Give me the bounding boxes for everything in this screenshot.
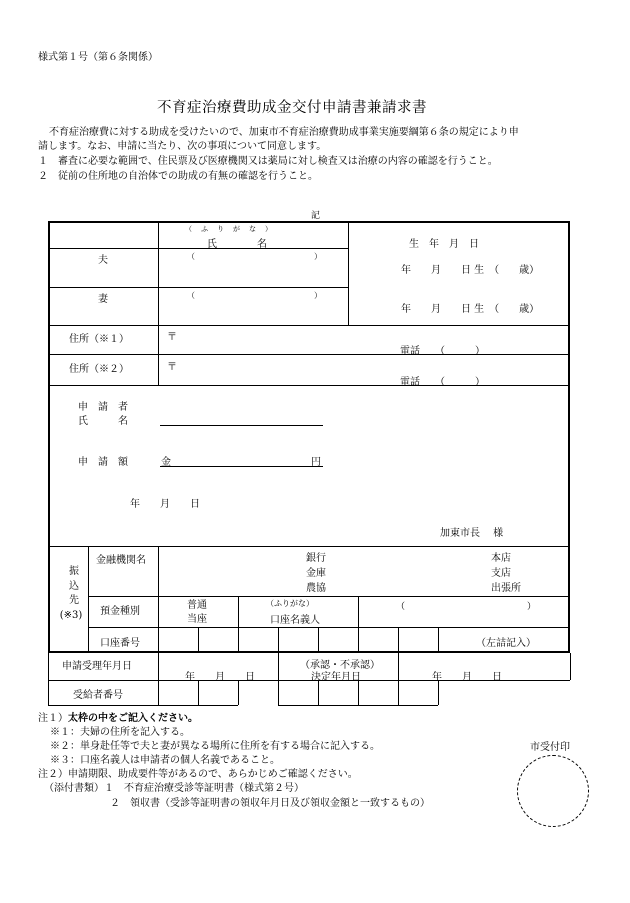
attachment-1: （添付書類）１ 不育症治療受診等証明書（様式第２号）	[44, 783, 304, 794]
intro-line-1: 不育症治療費に対する助成を受けたいので、加東市不育症治療費助成事業実施要綱第６条の規定により申	[49, 127, 519, 138]
decision-date: 年 月 日	[432, 672, 502, 683]
note-1-a: ※１：夫婦の住所を記入する。	[50, 727, 190, 738]
phone-1[interactable]: 電話 （ ）	[400, 346, 485, 357]
applicant-name-line[interactable]	[160, 425, 323, 426]
amount-label: 申 請 額	[78, 457, 128, 468]
name-header: 氏 名	[207, 239, 267, 250]
postal-mark-2: 〒	[167, 362, 177, 373]
transfer-label: 振 込 先 (※3)	[59, 566, 83, 621]
approval-options: （承認・不承認）	[300, 660, 380, 671]
attachment-2: ２ 領収書（受診等証明書の領収年月日及び領収金額と一致するもの）	[110, 798, 430, 809]
wife-label: 妻	[98, 294, 108, 305]
recipient-number-label: 受給者番号	[73, 690, 123, 701]
applicant-label-2: 氏 名	[78, 416, 128, 427]
husband-furigana-open: （	[187, 252, 195, 261]
bank-type-options[interactable]: 銀行 金庫 農協	[306, 553, 326, 594]
wife-furigana-close: ）	[314, 291, 322, 300]
received-date: 年 月 日	[185, 672, 255, 683]
postal-mark-1: 〒	[167, 332, 177, 343]
husband-birth[interactable]: 年 月 日 生 （ 歳）	[401, 265, 540, 276]
deposit-type-label: 預金種別	[100, 606, 140, 617]
decision-date-label: 決定年月日	[311, 672, 361, 683]
application-date[interactable]: 年 月 日	[130, 499, 200, 510]
consent-item-2: ２ 従前の住所地の自治体での助成の有無の確認を行うこと。	[38, 171, 318, 182]
amount-prefix: 金	[161, 457, 171, 468]
ki-heading: 記	[311, 211, 321, 221]
received-date-label: 申請受理年月日	[62, 661, 132, 672]
holder-label: 口座名義人	[270, 615, 320, 626]
addressee: 加東市長 様	[440, 528, 504, 539]
husband-label: 夫	[98, 255, 108, 266]
applicant-label-1: 申 請 者	[78, 402, 128, 413]
intro-line-2: 請します。なお、申請に当たり、次の事項について同意します。	[38, 141, 327, 152]
stamp-label: 市受付印	[530, 742, 570, 753]
amount-line[interactable]	[160, 466, 323, 467]
phone-2[interactable]: 電話 （ ）	[400, 377, 485, 388]
left-align-note: （左詰記入）	[476, 638, 536, 649]
reception-stamp-circle	[517, 755, 589, 827]
consent-item-1: １ 審査に必要な範囲で、住民票及び医療機関又は薬局に対し検査又は治療の内容の確認を行うこと。	[38, 156, 498, 167]
wife-birth[interactable]: 年 月 日 生 （ 歳）	[401, 304, 540, 315]
note-1-c: ※３：口座名義人は申請者の個人名義であること。	[50, 755, 280, 766]
deposit-type-options[interactable]: 普通 当座	[187, 600, 207, 625]
birth-header: 生 年 月 日	[409, 239, 479, 250]
holder-paren-close: ）	[527, 602, 537, 612]
address-1-label: 住所（※１）	[69, 334, 129, 345]
wife-furigana-open: （	[187, 291, 195, 300]
amount-unit: 円	[311, 457, 321, 468]
furigana-header: （ ふ り が な ）	[185, 225, 273, 233]
form-number: 様式第１号（第６条関係）	[38, 52, 158, 63]
note-2: 注２）申請期限、助成要件等があるので、あらかじめご確認ください。	[38, 769, 358, 780]
note-1: 注１）太枠の中をご記入ください。	[38, 713, 198, 724]
note-1-b: ※２：単身赴任等で夫と妻が異なる場所に住所を有する場合に記入する。	[50, 741, 380, 752]
holder-paren-open: （	[396, 602, 406, 612]
address-2-label: 住所（※２）	[69, 364, 129, 375]
page-title: 不育症治療費助成金交付申請書兼請求書	[157, 100, 427, 116]
account-number-label: 口座番号	[100, 638, 140, 649]
holder-furigana-label: （ふりがな）	[266, 599, 314, 608]
husband-furigana-close: ）	[314, 252, 322, 261]
bank-name-label: 金融機関名	[96, 555, 146, 566]
branch-type-options[interactable]: 本店 支店 出張所	[491, 553, 521, 594]
